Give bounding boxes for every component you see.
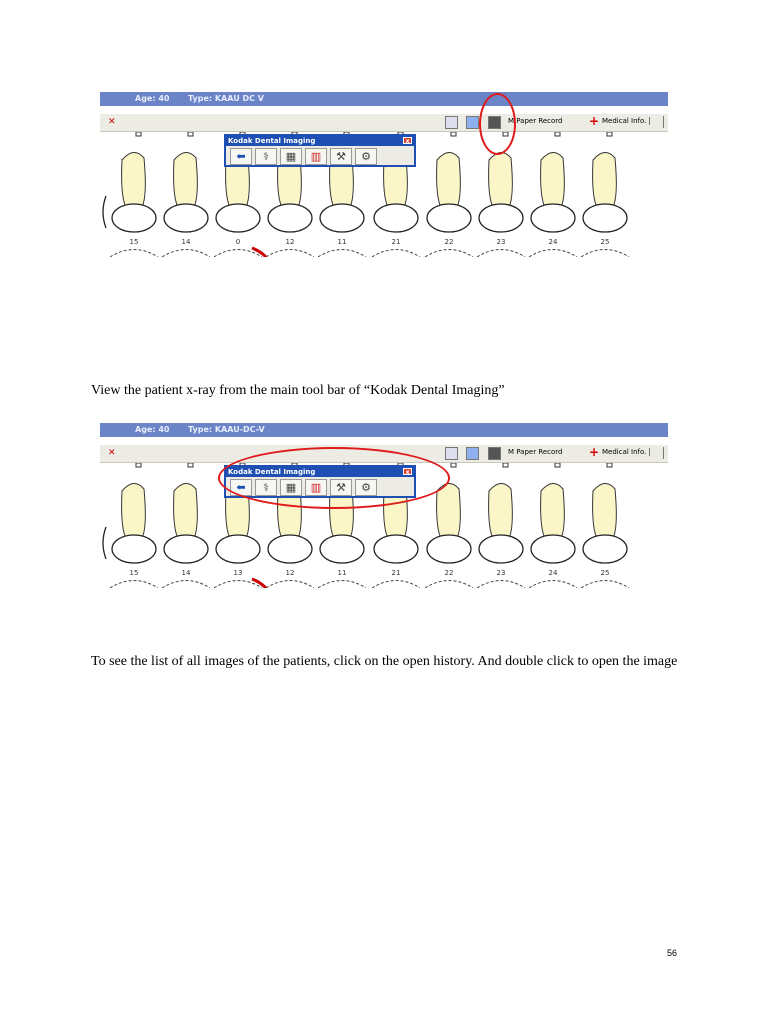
kodak-toolbar (226, 146, 414, 167)
tooth-root-outline (112, 535, 156, 563)
tooth-root-outline (320, 535, 364, 563)
tooth-number: 12 (285, 238, 295, 246)
tooth-root-outline (164, 204, 208, 232)
tooth-crown (593, 483, 617, 541)
tooth-number: 15 (129, 238, 139, 246)
tooth-number: 21 (391, 569, 401, 577)
tooth-root-outline (583, 204, 627, 232)
settings-icon: ⚙ (361, 482, 371, 494)
tooth-marker (451, 132, 456, 136)
tooth-marker (188, 132, 193, 136)
back-icon: ⬅ (236, 151, 246, 163)
tooth-crown (122, 483, 146, 541)
tooth-root-outline (112, 204, 156, 232)
tooth-marker (451, 463, 456, 467)
tooth-number: 12 (285, 569, 295, 577)
tooth-crown (489, 152, 513, 210)
tooth-marker (136, 132, 141, 136)
tooth-number: 23 (496, 569, 506, 577)
tooth-marker (136, 463, 141, 467)
patient-type: Type: KAAU-DC-V (188, 425, 265, 434)
medical-cross-icon: + (589, 445, 600, 459)
tooth-crown (174, 152, 198, 210)
tooth-arc (581, 581, 629, 589)
settings-icon: ⚙ (361, 151, 371, 163)
tooth-marker (607, 132, 612, 136)
tooth-number: 24 (548, 238, 558, 246)
tooth-number: 11 (337, 569, 347, 577)
tooth-crown (174, 483, 198, 541)
partial-tooth-left (103, 196, 106, 228)
tooth-arc (318, 581, 366, 589)
tooth-crown (489, 483, 513, 541)
tooth-crown (541, 152, 565, 210)
cancel-icon[interactable]: ✕ (108, 448, 116, 458)
tooth-root-outline (583, 535, 627, 563)
tools-icon: ⚒ (336, 482, 346, 494)
tooth-arc (266, 250, 314, 258)
tooth-marker (188, 463, 193, 467)
tooth-arc (529, 250, 577, 258)
history-button[interactable] (305, 148, 327, 165)
tooth-arc (477, 250, 525, 258)
record-icon[interactable] (445, 116, 458, 129)
instruction-text: View the patient x-ray from the main tool bar of “Kodak Dental Imaging” (91, 383, 505, 398)
tooth-crown (122, 152, 146, 210)
tooth-arc (425, 581, 473, 589)
tooth-root-outline (531, 535, 575, 563)
divider (663, 116, 664, 128)
tooth-number: 22 (444, 238, 454, 246)
tooth-root-outline (216, 535, 260, 563)
close-button[interactable]: x (403, 468, 412, 475)
person-icon[interactable] (466, 116, 479, 129)
tooth-root-outline (427, 204, 471, 232)
kodak-title: Kodak Dental Imaging (228, 137, 316, 145)
image-icon: ▦ (285, 151, 297, 163)
tooth-number: 21 (391, 238, 401, 246)
tooth-arc (425, 250, 473, 258)
paper-record-button[interactable]: M Paper Record (508, 448, 563, 456)
tooth-arc (581, 250, 629, 258)
tooth-marker (555, 132, 560, 136)
tooth-number: 15 (129, 569, 139, 577)
back-button[interactable] (230, 148, 252, 165)
screenshot-kodak-toolbar (100, 423, 668, 588)
history-icon: ▥ (310, 482, 322, 494)
person-icon: ⚕ (263, 482, 269, 494)
tooth-arc (372, 250, 420, 258)
paper-record-button[interactable]: M Paper Record (508, 117, 563, 125)
tooth-number: 0 (235, 238, 241, 246)
tooth-root-outline (374, 535, 418, 563)
patient-bar (100, 423, 668, 437)
tooth-number: 14 (181, 238, 191, 246)
medical-cross-icon: + (589, 114, 600, 128)
medical-info-button[interactable]: Medical Info. (602, 448, 650, 456)
tooth-arc (372, 581, 420, 589)
tooth-number: 25 (600, 238, 610, 246)
person-icon: ⚕ (263, 151, 269, 163)
person-button[interactable] (255, 148, 277, 165)
tooth-number: 14 (181, 569, 191, 577)
settings-button[interactable] (355, 148, 377, 165)
tooth-root-outline (164, 535, 208, 563)
tooth-arc (162, 250, 210, 258)
tooth-crown (437, 152, 461, 210)
tooth-root-outline (320, 204, 364, 232)
tooth-root-outline (531, 204, 575, 232)
tooth-marker (607, 463, 612, 467)
tooth-crown (593, 152, 617, 210)
image-button[interactable] (280, 148, 302, 165)
tooth-arc (110, 581, 158, 589)
close-button[interactable]: x (403, 137, 412, 144)
back-icon: ⬅ (236, 482, 246, 494)
tools-button[interactable] (330, 148, 352, 165)
tooth-number: 24 (548, 569, 558, 577)
highlight-ring (479, 93, 516, 155)
patient-age: Age: 40 (135, 94, 170, 103)
tooth-root-outline (479, 204, 523, 232)
tooth-root-outline (479, 535, 523, 563)
tooth-number: 13 (233, 569, 243, 577)
tooth-arc (318, 250, 366, 258)
kodak-window[interactable] (224, 134, 416, 167)
patient-type: Type: KAAU DC V (188, 94, 264, 103)
screenshot-open-history (100, 92, 668, 257)
tooth-number: 22 (444, 569, 454, 577)
partial-tooth-left (103, 527, 106, 559)
kodak-title-bar[interactable] (226, 136, 414, 146)
tooth-number: 23 (496, 238, 506, 246)
divider (663, 447, 664, 459)
instruction-text: To see the list of all images of the patients, click on the open history. And double click to open the image (91, 654, 678, 669)
patient-age: Age: 40 (135, 425, 170, 434)
tooth-arc (529, 581, 577, 589)
tooth-number: 11 (337, 238, 347, 246)
image-icon: ▦ (285, 482, 297, 494)
kodak-title: Kodak Dental Imaging (228, 468, 316, 476)
tooth-marker (503, 463, 508, 467)
tooth-marker (555, 463, 560, 467)
page-number: 56 (667, 948, 678, 958)
tooth-crown (541, 483, 565, 541)
tooth-crown (437, 483, 461, 541)
tools-icon: ⚒ (336, 151, 346, 163)
record-icon[interactable] (445, 447, 458, 460)
cancel-icon[interactable]: ✕ (108, 117, 116, 127)
tooth-arc (162, 581, 210, 589)
main-toolbar (100, 114, 668, 132)
patient-bar (100, 92, 668, 106)
tooth-root-outline (268, 204, 312, 232)
tooth-arc (266, 581, 314, 589)
history-icon: ▥ (310, 151, 322, 163)
open-history-icon[interactable] (488, 447, 501, 460)
person-icon[interactable] (466, 447, 479, 460)
tooth-root-outline (216, 204, 260, 232)
highlight-ring (218, 447, 450, 509)
tooth-root-outline (427, 535, 471, 563)
tooth-root-outline (374, 204, 418, 232)
tooth-number: 25 (600, 569, 610, 577)
medical-info-button[interactable]: Medical Info. (602, 117, 650, 125)
tooth-root-outline (268, 535, 312, 563)
tooth-arc (477, 581, 525, 589)
tooth-arc (110, 250, 158, 258)
